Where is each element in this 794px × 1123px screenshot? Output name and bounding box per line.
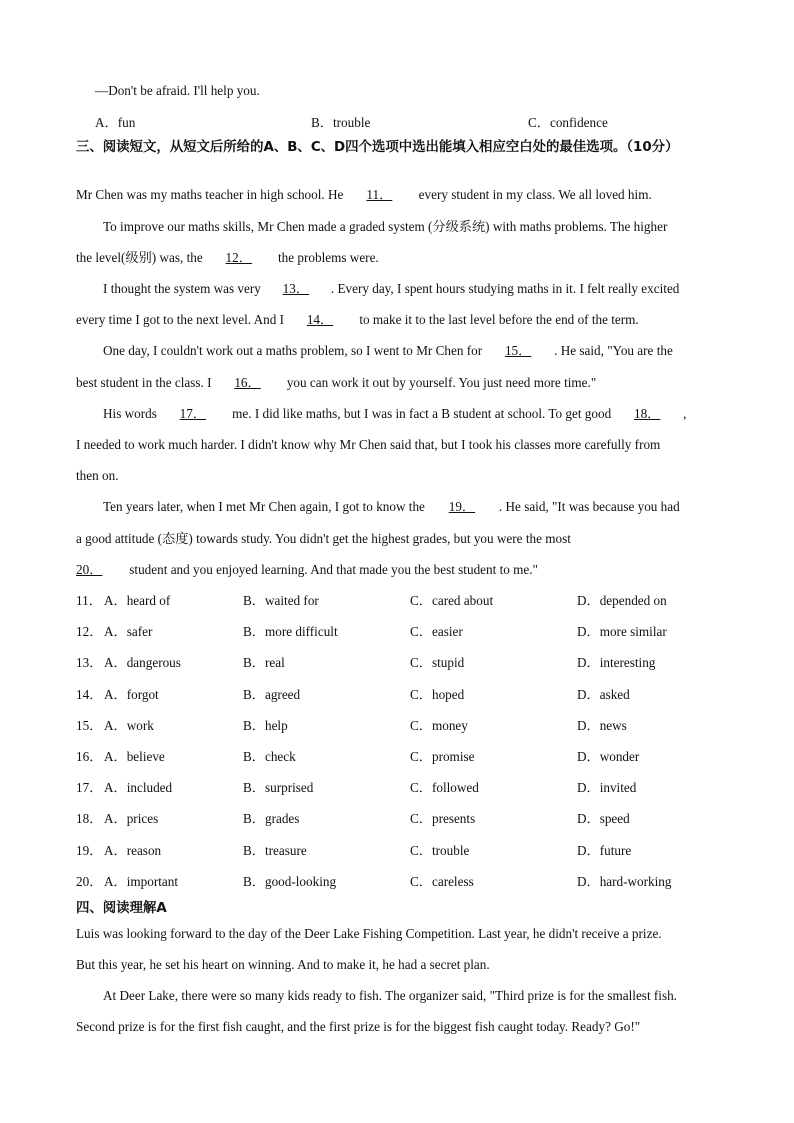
dialogue-line: —Don't be afraid. I'll help you. bbox=[95, 83, 260, 98]
choice-a: A．reason bbox=[104, 843, 162, 858]
passage-line bbox=[103, 281, 754, 297]
passage-line: then on. bbox=[76, 468, 119, 483]
text: best student in the class. I bbox=[76, 375, 212, 390]
question-number: 20． bbox=[76, 874, 103, 889]
question-number: 11． bbox=[76, 593, 102, 608]
passage-line bbox=[103, 499, 754, 515]
passage-line bbox=[103, 406, 754, 422]
blank-11: 11． bbox=[366, 187, 393, 202]
text: . He said, "You are the bbox=[554, 343, 673, 358]
text: His words bbox=[103, 406, 157, 421]
option-b: B．trouble bbox=[311, 115, 371, 130]
blank-16: 16． bbox=[234, 375, 261, 390]
passage-line bbox=[76, 312, 754, 328]
text: student and you enjoyed learning. And that made you the best student to me." bbox=[129, 562, 538, 577]
choice-b: B．surprised bbox=[243, 780, 314, 795]
choice-c: C．promise bbox=[410, 749, 475, 764]
choice-a: A．important bbox=[104, 874, 178, 889]
choice-a: A．safer bbox=[104, 624, 153, 639]
passage-line: At Deer Lake, there were so many kids ready to fish. The organizer said, "Third prize is for the smallest fish. bbox=[103, 988, 677, 1003]
choice-b: B．treasure bbox=[243, 843, 307, 858]
passage-line: Second prize is for the first fish caught, and the first prize is for the biggest fish caught today. Ready? Go!" bbox=[76, 1019, 641, 1034]
choice-d: D．news bbox=[577, 718, 627, 733]
question-number: 17． bbox=[76, 780, 103, 795]
choice-d: D．speed bbox=[577, 811, 630, 826]
blank-15: 15． bbox=[504, 343, 532, 358]
choice-d: D．more similar bbox=[577, 624, 667, 639]
blank-14: 14． bbox=[306, 312, 334, 327]
choice-a: A．prices bbox=[104, 811, 159, 826]
choice-a: A．believe bbox=[104, 749, 165, 764]
blank-19: 19． bbox=[448, 499, 476, 514]
passage-line bbox=[76, 531, 754, 547]
question-row bbox=[76, 624, 754, 642]
section4-heading: 四、阅读理解A bbox=[76, 901, 167, 916]
text: you can work it out by yourself. You just need more time." bbox=[286, 375, 597, 390]
text: the level(级别) was, the bbox=[76, 250, 203, 265]
blank-13: 13． bbox=[282, 281, 310, 296]
text: every time I got to the next level. And I bbox=[76, 312, 285, 327]
text: One day, I couldn't work out a maths problem, so I went to Mr Chen for bbox=[103, 343, 483, 358]
passage-line bbox=[76, 562, 754, 578]
choice-c: C．money bbox=[410, 718, 468, 733]
choice-c: C．stupid bbox=[410, 655, 465, 670]
question-row bbox=[76, 718, 754, 736]
text: . Every day, I spent hours studying maths in it. I felt really excited bbox=[330, 281, 680, 296]
choice-b: B．more difficult bbox=[243, 624, 338, 639]
choice-b: B．real bbox=[243, 655, 285, 670]
question-row bbox=[76, 593, 754, 611]
section3-heading: 三、阅读短文，从短文后所给的A、B、C、D四个选项中选出能填入相应空白处的最佳选项。（10分） bbox=[76, 140, 679, 155]
choice-d: D．depended on bbox=[577, 593, 667, 608]
choice-c: C．hoped bbox=[410, 687, 465, 702]
choice-d: D．invited bbox=[577, 780, 637, 795]
choice-a: A．heard of bbox=[104, 593, 171, 608]
text: Mr Chen was my maths teacher in high school. He bbox=[76, 187, 344, 202]
question-row bbox=[76, 780, 754, 798]
passage-line bbox=[103, 343, 754, 359]
choice-c: C．followed bbox=[410, 780, 479, 795]
text: , bbox=[683, 406, 687, 421]
question-number: 19． bbox=[76, 843, 103, 858]
passage-line bbox=[76, 375, 754, 391]
choice-a: A．dangerous bbox=[104, 655, 181, 670]
question-row bbox=[76, 687, 754, 705]
choice-b: B．agreed bbox=[243, 687, 301, 702]
text: me. I did like maths, but I was in fact a B student at school. To get good bbox=[232, 406, 612, 421]
text: to make it to the last level before the end of the term. bbox=[359, 312, 639, 327]
text: Ten years later, when I met Mr Chen again, I got to know the bbox=[103, 499, 425, 514]
option-a: A．fun bbox=[95, 115, 136, 130]
text: . He said, "It was because you had bbox=[498, 499, 680, 514]
choice-a: A．forgot bbox=[104, 687, 159, 702]
choice-c: C．trouble bbox=[410, 843, 470, 858]
question-number: 13． bbox=[76, 655, 103, 670]
blank-20: 20． bbox=[76, 562, 103, 577]
passage-line bbox=[76, 250, 754, 266]
passage-line bbox=[76, 187, 754, 203]
choice-b: B．grades bbox=[243, 811, 300, 826]
passage-line: I needed to work much harder. I didn't know why Mr Chen said that, but I took his classes more carefully from bbox=[76, 437, 661, 452]
blank-17: 17． bbox=[179, 406, 207, 421]
choice-a: A．work bbox=[104, 718, 154, 733]
choice-d: D．wonder bbox=[577, 749, 640, 764]
question-row bbox=[76, 655, 754, 673]
choice-b: B．good-looking bbox=[243, 874, 337, 889]
question-number: 16． bbox=[76, 749, 103, 764]
question-number: 18． bbox=[76, 811, 103, 826]
question-number: 15． bbox=[76, 718, 103, 733]
text: the problems were. bbox=[278, 250, 379, 265]
passage-line: But this year, he set his heart on winning. And to make it, he had a secret plan. bbox=[76, 957, 490, 972]
question-row bbox=[76, 811, 754, 829]
passage-line: To improve our maths skills, Mr Chen made a graded system (分级系统) with maths problems. The higher bbox=[103, 219, 668, 234]
question-row bbox=[76, 749, 754, 767]
question-number: 14． bbox=[76, 687, 103, 702]
choice-d: D．hard-working bbox=[577, 874, 672, 889]
choice-a: A．included bbox=[104, 780, 173, 795]
question-row bbox=[76, 843, 754, 861]
choice-b: B．help bbox=[243, 718, 288, 733]
text: a good attitude (态度) towards study. You didn't get the highest grades, but you were the most bbox=[76, 531, 571, 546]
choice-d: D．asked bbox=[577, 687, 630, 702]
choice-c: C．cared about bbox=[410, 593, 494, 608]
text: every student in my class. We all loved him. bbox=[418, 187, 652, 202]
choice-d: D．future bbox=[577, 843, 632, 858]
question-row bbox=[76, 874, 754, 892]
choice-c: C．easier bbox=[410, 624, 463, 639]
blank-18: 18． bbox=[633, 406, 661, 421]
text: I thought the system was very bbox=[103, 281, 261, 296]
choice-c: C．presents bbox=[410, 811, 476, 826]
choice-d: D．interesting bbox=[577, 655, 656, 670]
choice-b: B．check bbox=[243, 749, 296, 764]
blank-12: 12． bbox=[225, 250, 252, 265]
question-number: 12． bbox=[76, 624, 103, 639]
choice-b: B．waited for bbox=[243, 593, 319, 608]
option-c: C．confidence bbox=[528, 115, 608, 130]
choice-c: C．careless bbox=[410, 874, 474, 889]
passage-line: Luis was looking forward to the day of the Deer Lake Fishing Competition. Last year, he didn't receive a prize. bbox=[76, 926, 662, 941]
